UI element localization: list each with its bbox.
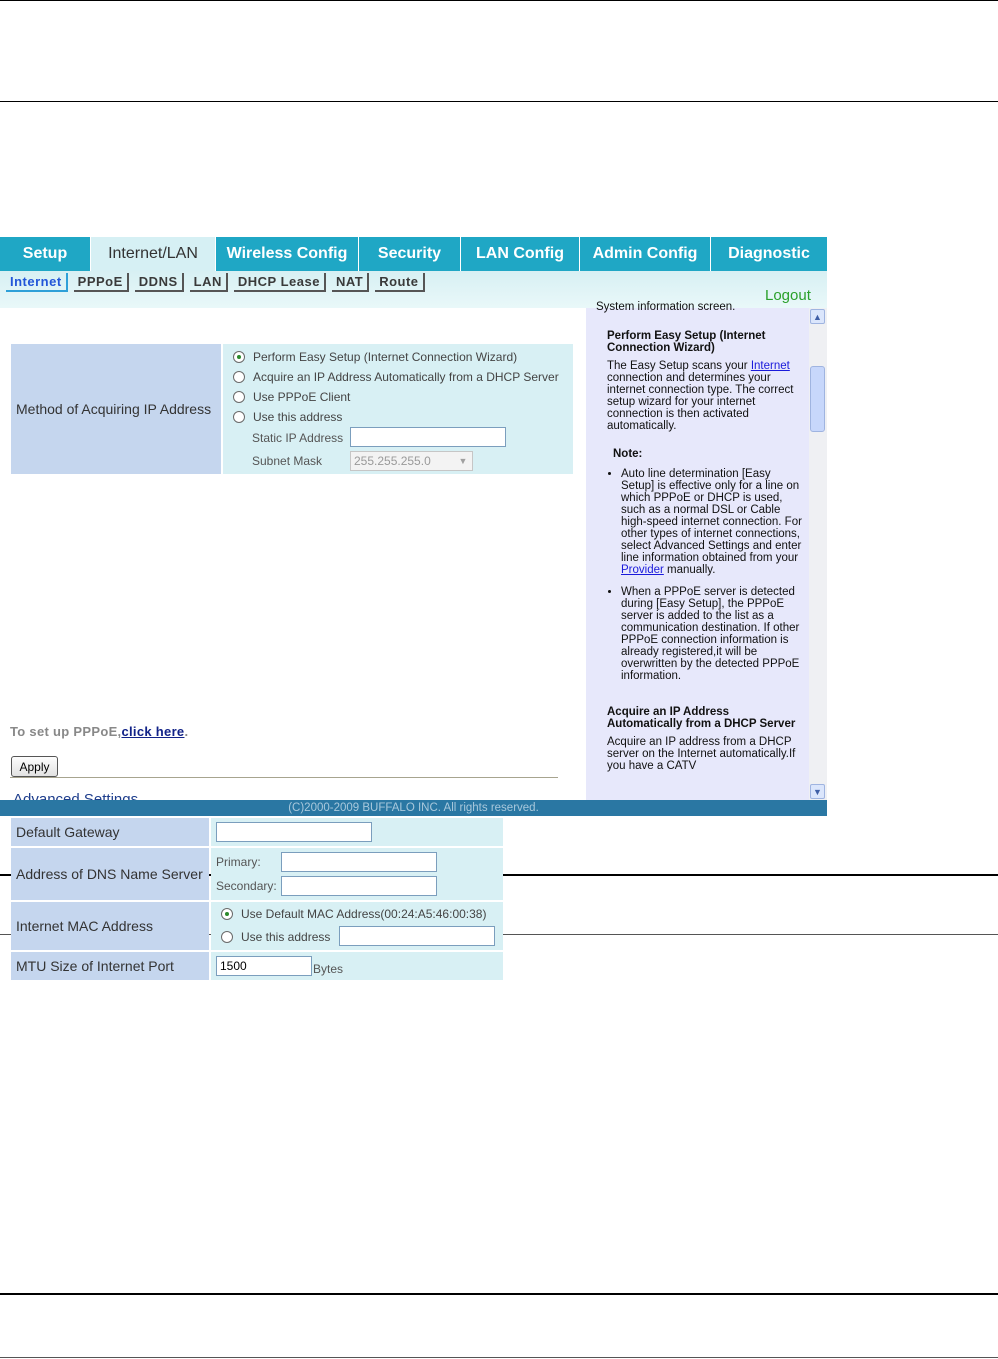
help-note-title: Note: bbox=[613, 448, 643, 460]
radio-default-mac[interactable] bbox=[221, 908, 233, 920]
divider bbox=[10, 777, 558, 778]
scroll-thumb[interactable] bbox=[810, 366, 825, 432]
page-rule-top bbox=[0, 0, 998, 1]
page-rule-bottom-1 bbox=[0, 1293, 998, 1295]
subtab-lan[interactable]: LAN bbox=[190, 273, 228, 292]
tab-wireless-config[interactable]: Wireless Config bbox=[216, 237, 359, 271]
help-top-text: System information screen. bbox=[596, 301, 736, 313]
radio-custom-mac-label: Use this address bbox=[241, 930, 331, 944]
radio-row-dhcp bbox=[233, 370, 559, 384]
radio-default-mac-label: Use Default MAC Address(00:24:A5:46:00:38) bbox=[241, 907, 487, 921]
apply-button[interactable]: Apply bbox=[11, 756, 58, 777]
pppoe-note-suffix: . bbox=[184, 724, 189, 739]
mtu-size-label: MTU Size of Internet Port bbox=[11, 952, 209, 980]
subtab-ddns[interactable]: DDNS bbox=[135, 273, 184, 292]
subtab-route[interactable]: Route bbox=[375, 273, 424, 292]
scroll-down-icon[interactable]: ▼ bbox=[810, 784, 825, 799]
router-config-window bbox=[0, 237, 827, 976]
radio-row-custom-mac bbox=[221, 930, 330, 944]
help-panel bbox=[586, 301, 827, 800]
dns-primary-label: Primary: bbox=[216, 855, 261, 869]
logout-link[interactable]: Logout bbox=[765, 287, 811, 304]
method-options-cell bbox=[223, 344, 573, 474]
radio-dhcp[interactable] bbox=[233, 371, 245, 383]
pppoe-note-prefix: To set up PPPoE, bbox=[10, 724, 122, 739]
radio-custom-mac[interactable] bbox=[221, 931, 233, 943]
default-gateway-input[interactable] bbox=[216, 822, 372, 842]
tab-lan-config[interactable]: LAN Config bbox=[461, 237, 580, 271]
subnet-mask-label: Subnet Mask bbox=[252, 454, 323, 468]
main-tab-bar bbox=[0, 237, 827, 271]
dns-server-cell bbox=[211, 848, 503, 900]
default-gateway-label: Default Gateway bbox=[11, 818, 209, 846]
footer-copyright: (C)2000-2009 BUFFALO INC. All rights reserved. bbox=[0, 800, 827, 816]
static-ip-label: Static IP Address bbox=[252, 431, 344, 445]
help-s1-text-b: connection and determines your internet connection type. The correct setup wizard for your internet connection is then activated automatically. bbox=[607, 372, 794, 432]
radio-pppoe[interactable] bbox=[233, 391, 245, 403]
radio-row-pppoe bbox=[233, 390, 350, 404]
subtab-dhcp-lease[interactable]: DHCP Lease bbox=[234, 273, 326, 292]
help-s1-text-a: The Easy Setup scans your bbox=[607, 360, 751, 372]
radio-dhcp-label: Acquire an IP Address Automatically from a DHCP Server bbox=[253, 370, 559, 384]
mac-address-label: Internet MAC Address bbox=[11, 902, 209, 950]
method-label: Method of Acquiring IP Address bbox=[11, 344, 221, 474]
help-internet-link[interactable]: Internet bbox=[750, 360, 790, 372]
help-note1-text-a: Auto line determination [Easy Setup] is effective only for a line on which PPPoE or DHCP is used, such as a normal DSL or Cable high-speed internet connection. For other types of internet connections, select Advanced Settings and enter line information obtained from your bbox=[621, 468, 802, 564]
page-rule-header bbox=[0, 101, 998, 102]
radio-pppoe-label: Use PPPoE Client bbox=[253, 390, 351, 404]
help-note-item-1 bbox=[621, 468, 805, 576]
subtab-pppoe[interactable]: PPPoE bbox=[74, 273, 129, 292]
mtu-unit: Bytes bbox=[313, 962, 344, 976]
help-provider-link[interactable]: Provider bbox=[621, 564, 664, 576]
mtu-size-input[interactable] bbox=[216, 956, 312, 976]
default-gateway-cell bbox=[211, 818, 503, 846]
help-note1-text-b: manually. bbox=[663, 564, 716, 576]
radio-easy-setup[interactable] bbox=[233, 351, 245, 363]
subnet-mask-value: 255.255.255.0 bbox=[354, 454, 431, 468]
subnet-mask-select[interactable] bbox=[350, 451, 473, 471]
tab-internet-lan[interactable]: Internet/LAN bbox=[91, 237, 216, 271]
radio-row-easy-setup bbox=[233, 350, 517, 364]
subtab-nat[interactable]: NAT bbox=[332, 273, 369, 292]
radio-row-static bbox=[233, 410, 342, 424]
radio-static[interactable] bbox=[233, 411, 245, 423]
tab-admin-config[interactable]: Admin Config bbox=[580, 237, 711, 271]
tab-setup[interactable]: Setup bbox=[0, 237, 91, 271]
subtab-internet[interactable]: Internet bbox=[6, 273, 68, 292]
help-dhcp-title: Acquire an IP Address Automatically from a DHCP Server bbox=[607, 706, 796, 730]
mtu-size-cell bbox=[211, 952, 503, 980]
help-easy-setup-text bbox=[607, 360, 805, 432]
pppoe-setup-note bbox=[10, 724, 188, 739]
custom-mac-input[interactable] bbox=[339, 926, 495, 946]
scroll-up-icon[interactable]: ▲ bbox=[810, 309, 825, 324]
chevron-down-icon: ▼ bbox=[458, 456, 468, 466]
help-scrollbar[interactable] bbox=[809, 308, 827, 800]
dns-secondary-input[interactable] bbox=[281, 876, 437, 896]
tab-security[interactable]: Security bbox=[359, 237, 461, 271]
page-rule-bottom-2 bbox=[0, 1357, 998, 1358]
mac-address-cell bbox=[211, 902, 503, 950]
dns-secondary-label: Secondary: bbox=[216, 879, 277, 893]
help-note-item-2: • When a PPPoE server is detected during [Easy Setup], the PPPoE server is added to the list as a communication destination. If other PPPoE connection information is already registered,it will be overwritten by the detected PPPoE information. bbox=[621, 586, 805, 682]
dns-primary-input[interactable] bbox=[281, 852, 437, 872]
pppoe-click-here-link[interactable]: click here bbox=[121, 724, 185, 739]
static-ip-input[interactable] bbox=[350, 427, 506, 447]
radio-static-label: Use this address bbox=[253, 410, 343, 424]
radio-easy-setup-label: Perform Easy Setup (Internet Connection Wizard) bbox=[253, 350, 518, 364]
dns-server-label: Address of DNS Name Server bbox=[11, 848, 209, 900]
help-content bbox=[586, 301, 809, 800]
tab-diagnostic[interactable]: Diagnostic bbox=[711, 237, 827, 271]
help-note-list bbox=[601, 468, 805, 682]
help-easy-setup-title: Perform Easy Setup (Internet Connection Wizard) bbox=[607, 330, 766, 354]
radio-row-default-mac bbox=[221, 907, 486, 921]
help-dhcp-text: Acquire an IP address from a DHCP server on the Internet automatically.If you have a CATV bbox=[607, 736, 796, 772]
